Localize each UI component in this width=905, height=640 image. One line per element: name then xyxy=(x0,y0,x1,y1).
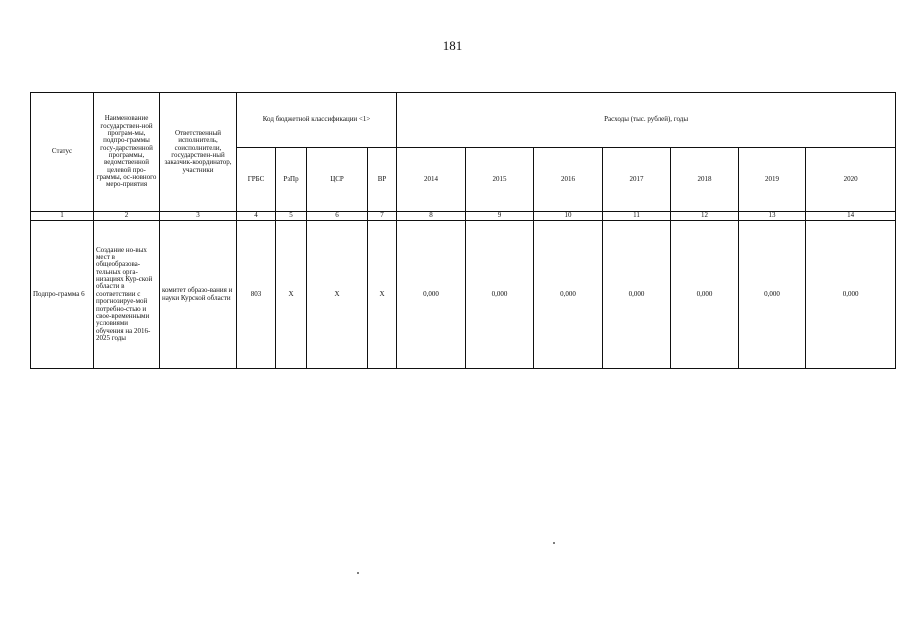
column-number: 6 xyxy=(307,212,368,221)
header-vr: ВР xyxy=(368,148,397,212)
row-value-2020: 0,000 xyxy=(806,221,896,369)
column-number: 9 xyxy=(466,212,534,221)
header-budget-code-group: Код бюджетной классификации <1> xyxy=(237,93,397,148)
header-year-2014: 2014 xyxy=(397,148,466,212)
column-number: 4 xyxy=(237,212,276,221)
scan-speck xyxy=(357,572,359,574)
header-year-2019: 2019 xyxy=(739,148,806,212)
row-status: Подпро-грамма 6 xyxy=(31,221,94,369)
row-value-2017: 0,000 xyxy=(603,221,671,369)
header-year-2017: 2017 xyxy=(603,148,671,212)
row-value-2016: 0,000 xyxy=(534,221,603,369)
header-csr: ЦСР xyxy=(307,148,368,212)
row-grbs: 803 xyxy=(237,221,276,369)
header-year-2016: 2016 xyxy=(534,148,603,212)
page-number: 181 xyxy=(442,38,463,53)
budget-table xyxy=(30,92,896,369)
column-number: 13 xyxy=(739,212,806,221)
column-number: 2 xyxy=(94,212,160,221)
header-name: Наименование государствен-ной програм-мы, подпро-граммы госу-дарственной программы, ведомственной целевой про-граммы, ос-новного меро-приятия xyxy=(94,93,160,212)
header-expenses-group: Расходы (тыс. рублей), годы xyxy=(397,93,896,148)
header-grbs: ГРБС xyxy=(237,148,276,212)
column-number: 14 xyxy=(806,212,896,221)
header-year-2020: 2020 xyxy=(806,148,896,212)
row-value-2014: 0,000 xyxy=(397,221,466,369)
row-vr: X xyxy=(368,221,397,369)
column-number: 12 xyxy=(671,212,739,221)
row-name: Создание но-вых мест в общеобразова-тельных орга-низациях Кур-ской области в соответствии с прогнозируе-мой потребно-стью и свое-временными условиями обучения на 2016-2025 годы xyxy=(94,221,160,369)
column-number: 5 xyxy=(276,212,307,221)
scan-speck xyxy=(553,542,555,544)
row-csr: X xyxy=(307,221,368,369)
column-number: 11 xyxy=(603,212,671,221)
column-number: 8 xyxy=(397,212,466,221)
header-year-2018: 2018 xyxy=(671,148,739,212)
row-value-2019: 0,000 xyxy=(739,221,806,369)
column-number-row xyxy=(31,212,896,221)
header-rzpr: РзПр xyxy=(276,148,307,212)
column-number: 7 xyxy=(368,212,397,221)
row-rzpr: X xyxy=(276,221,307,369)
row-value-2015: 0,000 xyxy=(466,221,534,369)
column-number: 1 xyxy=(31,212,94,221)
row-responsible: комитет образо-вания и науки Курской области xyxy=(160,221,237,369)
row-value-2018: 0,000 xyxy=(671,221,739,369)
table-row xyxy=(31,221,896,369)
header-status: Статус xyxy=(31,93,94,212)
column-number: 3 xyxy=(160,212,237,221)
header-row-top xyxy=(31,93,896,148)
header-year-2015: 2015 xyxy=(466,148,534,212)
header-responsible: Ответственный исполнитель, соисполнители, государствен-ный заказчик-координатор, участники xyxy=(160,93,237,212)
column-number: 10 xyxy=(534,212,603,221)
